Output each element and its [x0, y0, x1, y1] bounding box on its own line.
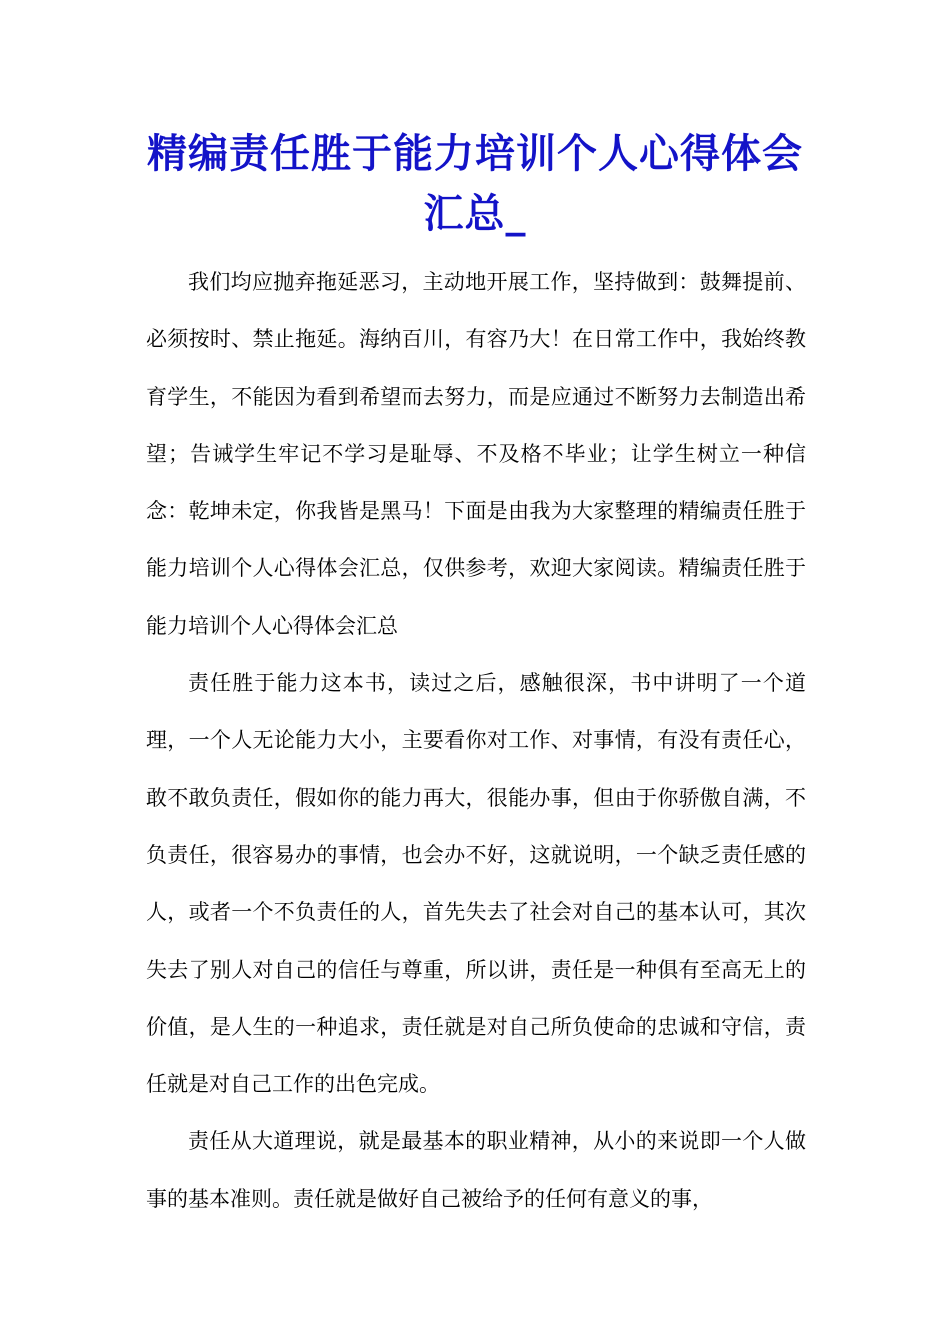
paragraph-intro: 我们均应抛弃拖延恶习，主动地开展工作，坚持做到：鼓舞提前、必须按时、禁止拖延。海纳百川，有容乃大！在日常工作中，我始终教育学生，不能因为看到希望而去努力，而是应通过不断努力去制造出希望；告诫学生牢记不学习是耻辱、不及格不毕业；让学生树立一种信念：乾坤未定，你我皆是黑马！下面是由我为大家整理的精编责任胜于能力培训个人心得体会汇总，仅供参考，欢迎大家阅读。精编责任胜于能力培训个人心得体会汇总	[146, 270, 806, 638]
document-body	[146, 254, 806, 1228]
document-title: 精编责任胜于能力培训个人心得体会汇总_	[147, 130, 803, 237]
paragraph-responsibility: 责任胜于能力这本书，读过之后，感触很深，书中讲明了一个道理，一个人无论能力大小，主要看你对工作、对事情，有没有责任心，敢不敢负责任，假如你的能力再大，很能办事，但由于你骄傲自满，不负责任，很容易办的事情，也会办不好，这就说明，一个缺乏责任感的人，或者一个不负责任的人，首先失去了社会对自己的基本认可，其次失去了别人对自己的信任与尊重，所以讲，责任是一种俱有至高无上的价值，是人生的一种追求，责任就是对自己所负使命的忠诚和守信，责任就是对自己工作的出色完成。	[146, 671, 806, 1097]
paragraph-professional-spirit: 责任从大道理说，就是最基本的职业精神，从小的来说即一个人做事的基本准则。责任就是做好自己被给予的任何有意义的事，	[146, 1129, 806, 1211]
